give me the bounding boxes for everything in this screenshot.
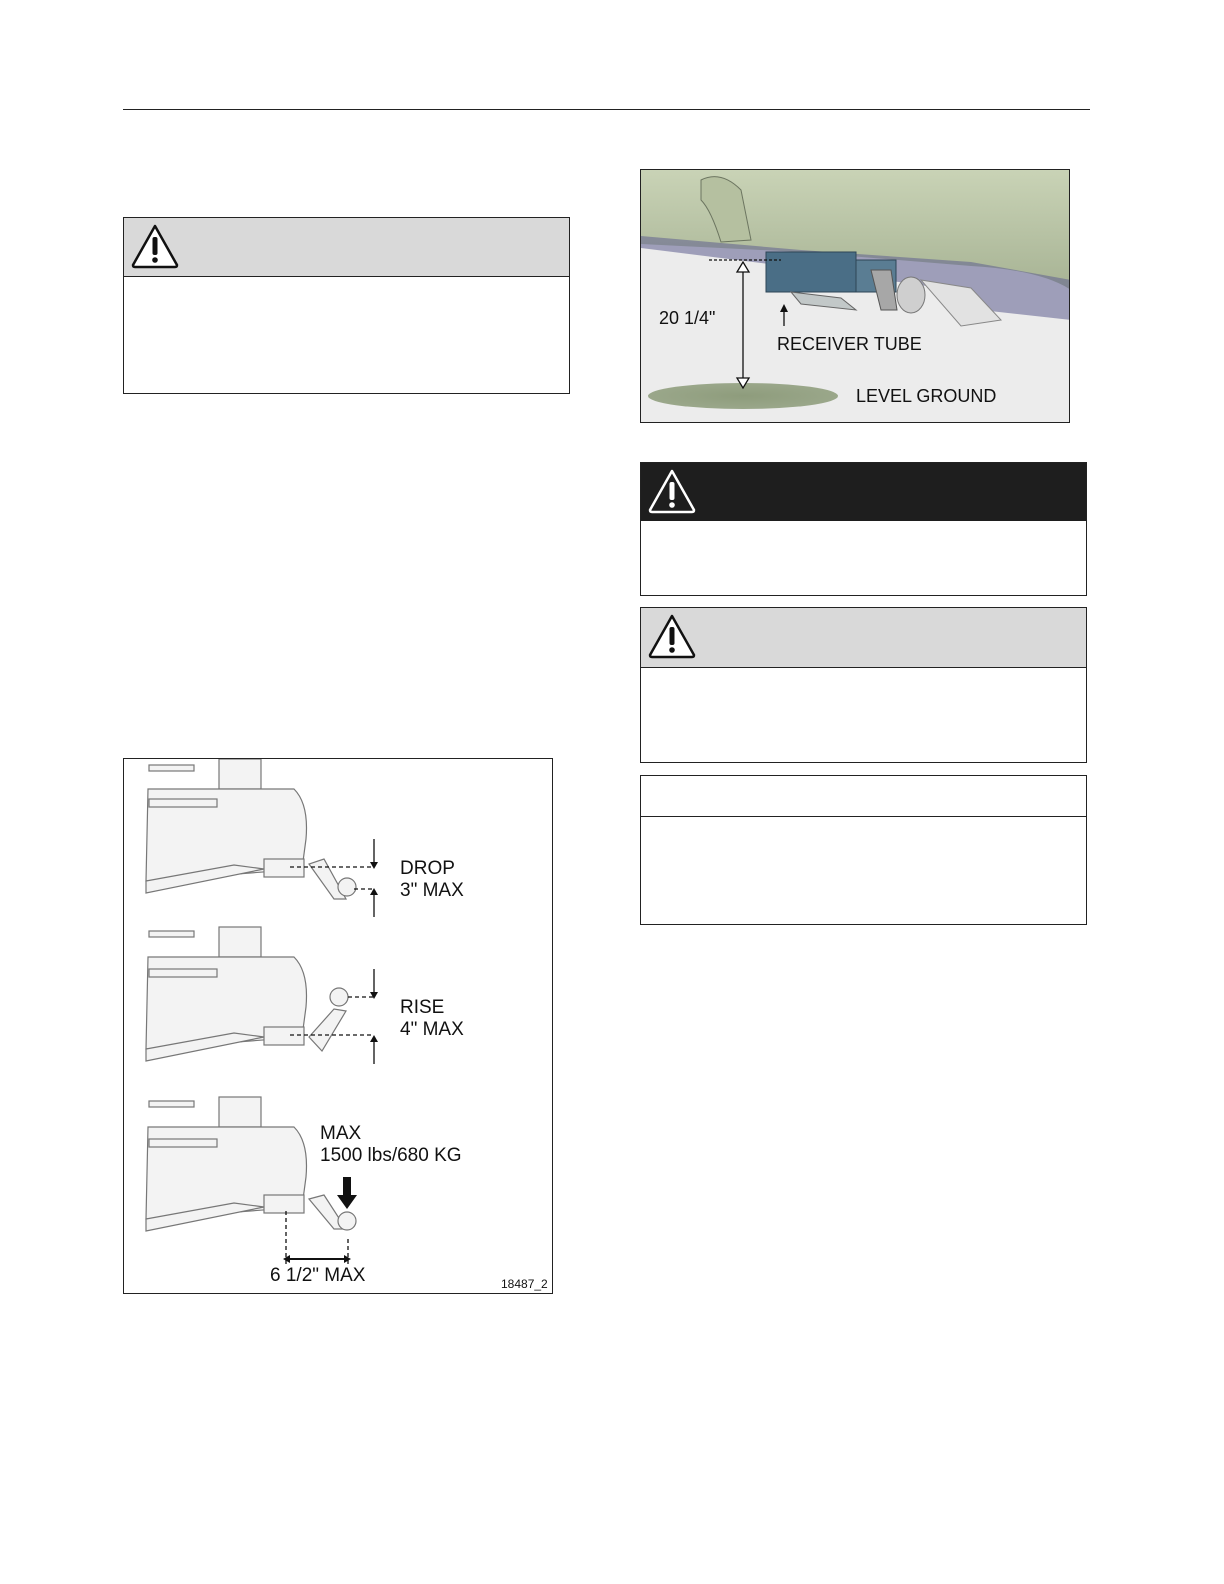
receiver-tube-label: RECEIVER TUBE	[777, 334, 922, 354]
rise-value: 4" MAX	[400, 1019, 464, 1040]
figure-id: 18487_2	[501, 1277, 548, 1291]
max-weight: 1500 lbs/680 KG	[320, 1145, 462, 1166]
warning-box	[640, 462, 1087, 596]
header-rule	[123, 109, 1090, 110]
note-header	[641, 776, 1086, 817]
hitch-illustration	[124, 759, 553, 1294]
note-box	[640, 775, 1087, 925]
level-ground-label: LEVEL GROUND	[856, 386, 997, 406]
height-label: 20 1/4"	[659, 308, 716, 328]
warning-header	[641, 463, 1086, 521]
hitch-dimension-figure	[123, 758, 553, 1294]
caution-header	[124, 218, 569, 277]
length-label: 6 1/2" MAX	[270, 1265, 366, 1286]
drop-label: DROP	[400, 858, 455, 879]
max-label: MAX	[320, 1123, 362, 1144]
receiver-tube-figure	[640, 169, 1070, 423]
drop-value: 3" MAX	[400, 880, 464, 901]
warning-triangle-icon	[647, 468, 697, 514]
caution-header-right	[641, 608, 1086, 668]
rise-label: RISE	[400, 997, 445, 1018]
caution-box	[123, 217, 570, 394]
warning-triangle-icon	[647, 613, 697, 659]
warning-triangle-icon	[130, 223, 180, 269]
caution-box-right	[640, 607, 1087, 763]
